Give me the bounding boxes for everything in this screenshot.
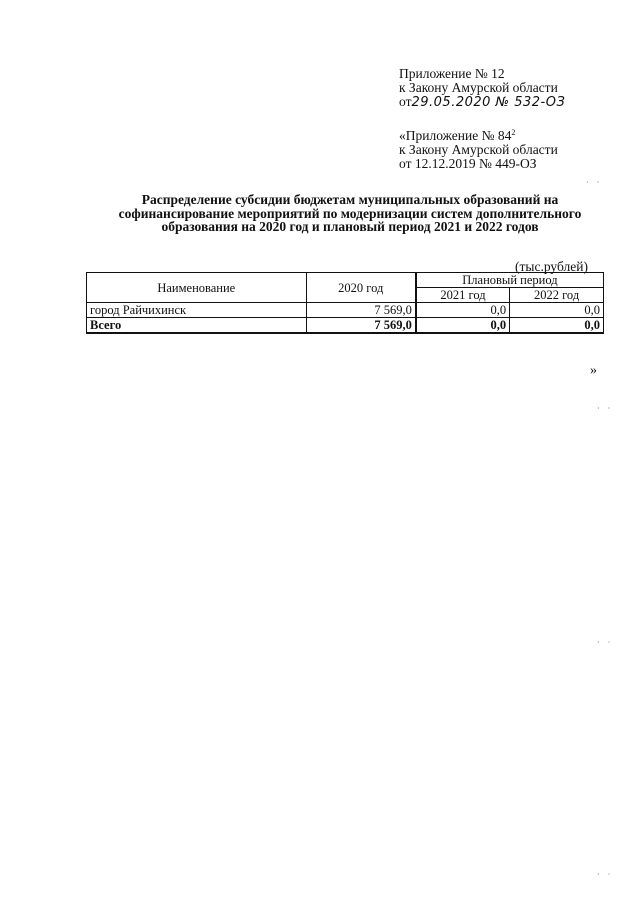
appendix-84-date: от 12.12.2019 № 449-ОЗ	[399, 156, 537, 171]
header-2020: 2020 год	[306, 273, 416, 303]
table-row	[87, 303, 604, 318]
appendix-84-superscript: 2	[511, 128, 516, 137]
header-2021: 2021 год	[416, 288, 510, 303]
table-header-row	[87, 273, 604, 288]
appendix-84-title-text: «Приложение № 84	[399, 128, 512, 143]
scan-speck: · ·	[586, 178, 603, 187]
header-name: Наименование	[87, 273, 307, 303]
units-label: (тыс.рублей)	[515, 259, 588, 274]
appendix-12-date-line	[399, 95, 565, 110]
row-2021: 0,0	[416, 303, 510, 318]
total-2022: 0,0	[510, 318, 604, 334]
appendix-12-date-prefix: от	[399, 94, 412, 109]
closing-quote: »	[590, 363, 597, 378]
row-2020: 7 569,0	[306, 303, 416, 318]
appendix-84-law: к Закону Амурской области	[399, 142, 558, 157]
header-planning-period: Плановый период	[416, 273, 604, 288]
appendix-12-block	[399, 67, 565, 110]
scan-speck: · ·	[597, 870, 614, 879]
table-total-row	[87, 318, 604, 334]
scan-speck: · ·	[597, 638, 614, 647]
row-name: город Райчихинск	[87, 303, 307, 318]
header-2022: 2022 год	[510, 288, 604, 303]
appendix-84-title	[399, 129, 558, 143]
subsidy-table	[86, 272, 604, 334]
appendix-84-block	[399, 129, 558, 171]
scan-speck: · ·	[597, 404, 614, 413]
handwritten-date-number: 29.05.2020 № 532-ОЗ	[411, 95, 566, 110]
total-name: Всего	[87, 318, 307, 334]
total-2020: 7 569,0	[306, 318, 416, 334]
document-title: Распределение субсидии бюджетам муниципальных образований на софинансирование мероприятий по модернизации систем дополнительного образования на 2020 год и плановый период 2021 и 2022 годов	[118, 192, 582, 234]
total-2021: 0,0	[416, 318, 510, 334]
appendix-12-title: Приложение № 12	[399, 66, 505, 81]
row-2022: 0,0	[510, 303, 604, 318]
appendix-12-law: к Закону Амурской области	[399, 80, 558, 95]
